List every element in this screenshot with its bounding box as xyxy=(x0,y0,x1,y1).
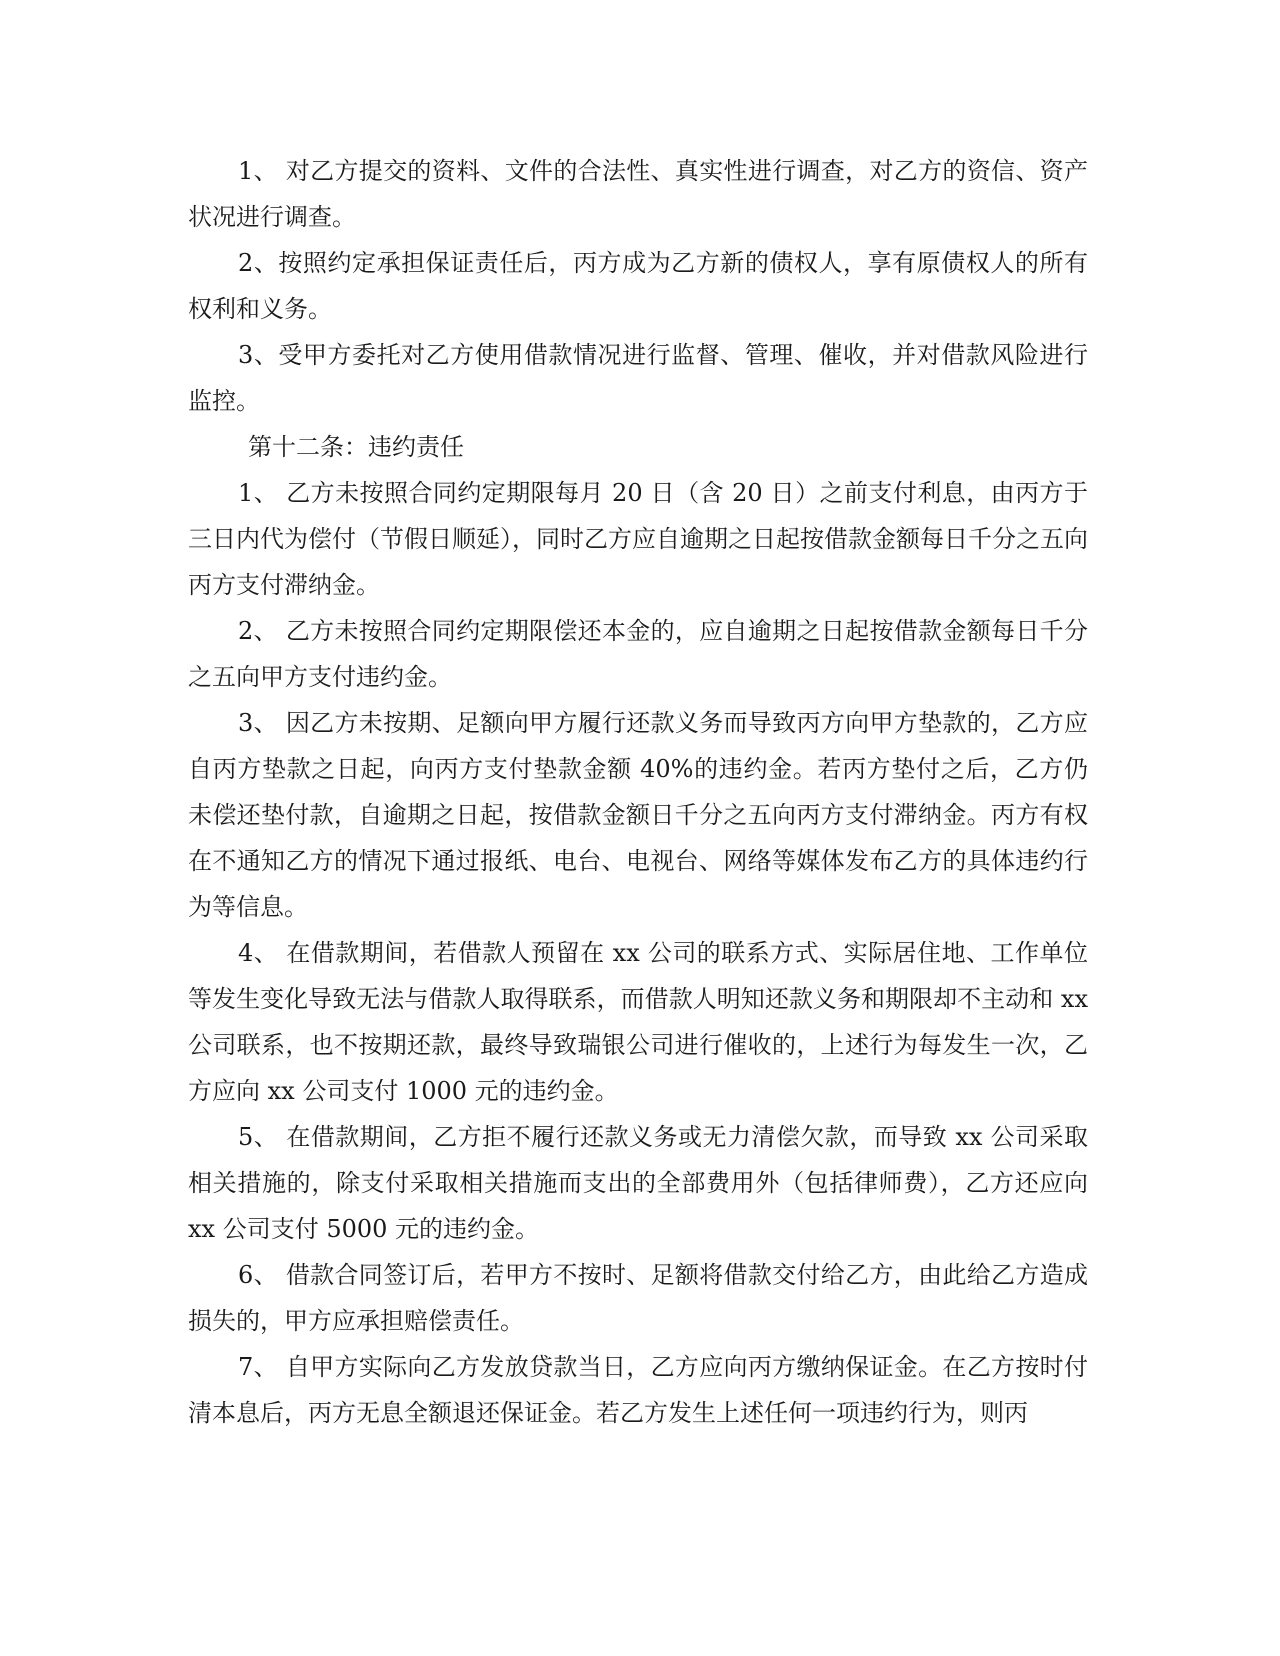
section-heading: 第十二条：违约责任 xyxy=(248,433,464,461)
paragraph-liability-5: 5、 在借款期间，乙方拒不履行还款义务或无力清偿欠款，而导致 xx 公司采取相关措施的，除支付采取相关措施而支出的全部费用外（包括律师费），乙方还应向 xx 公司支付 5000 元的违约金。 xyxy=(188,1123,1088,1243)
paragraph-liability-6: 6、 借款合同签订后，若甲方不按时、足额将借款交付给乙方，由此给乙方造成损失的，甲方应承担赔偿责任。 xyxy=(188,1261,1088,1335)
paragraph-duty-2: 2、按照约定承担保证责任后，丙方成为乙方新的债权人，享有原债权人的所有权利和义务。 xyxy=(188,249,1088,323)
paragraph-liability-7: 7、 自甲方实际向乙方发放贷款当日，乙方应向丙方缴纳保证金。在乙方按时付清本息后，丙方无息全额退还保证金。若乙方发生上述任何一项违约行为，则丙 xyxy=(188,1353,1088,1427)
paragraph-duty-3: 3、受甲方委托对乙方使用借款情况进行监督、管理、催收，并对借款风险进行监控。 xyxy=(188,341,1088,415)
paragraph-duty-1: 1、 对乙方提交的资料、文件的合法性、真实性进行调查，对乙方的资信、资产状况进行调查。 xyxy=(188,157,1088,231)
paragraph-liability-4: 4、 在借款期间，若借款人预留在 xx 公司的联系方式、实际居住地、工作单位等发生变化导致无法与借款人取得联系，而借款人明知还款义务和期限却不主动和 xx 公司联系，也不按期还款，最终导致瑞银公司进行催收的，上述行为每发生一次，乙方应向 xx 公司支付 1000 元的违约金。 xyxy=(188,939,1088,1105)
paragraph-liability-3: 3、 因乙方未按期、足额向甲方履行还款义务而导致丙方向甲方垫款的，乙方应自丙方垫款之日起，向丙方支付垫款金额 40%的违约金。若丙方垫付之后，乙方仍未偿还垫付款，自逾期之日起，按借款金额日千分之五向丙方支付滞纳金。丙方有权在不通知乙方的情况下通过报纸、电台、电视台、网络等媒体发布乙方的具体违约行为等信息。 xyxy=(188,709,1088,921)
paragraph-liability-1: 1、 乙方未按照合同约定期限每月 20 日（含 20 日）之前支付利息，由丙方于三日内代为偿付（节假日顺延），同时乙方应自逾期之日起按借款金额每日千分之五向丙方支付滞纳金。 xyxy=(188,479,1088,599)
paragraph-liability-2: 2、 乙方未按照合同约定期限偿还本金的，应自逾期之日起按借款金额每日千分之五向甲方支付违约金。 xyxy=(188,617,1088,691)
document-body xyxy=(188,148,1088,1436)
